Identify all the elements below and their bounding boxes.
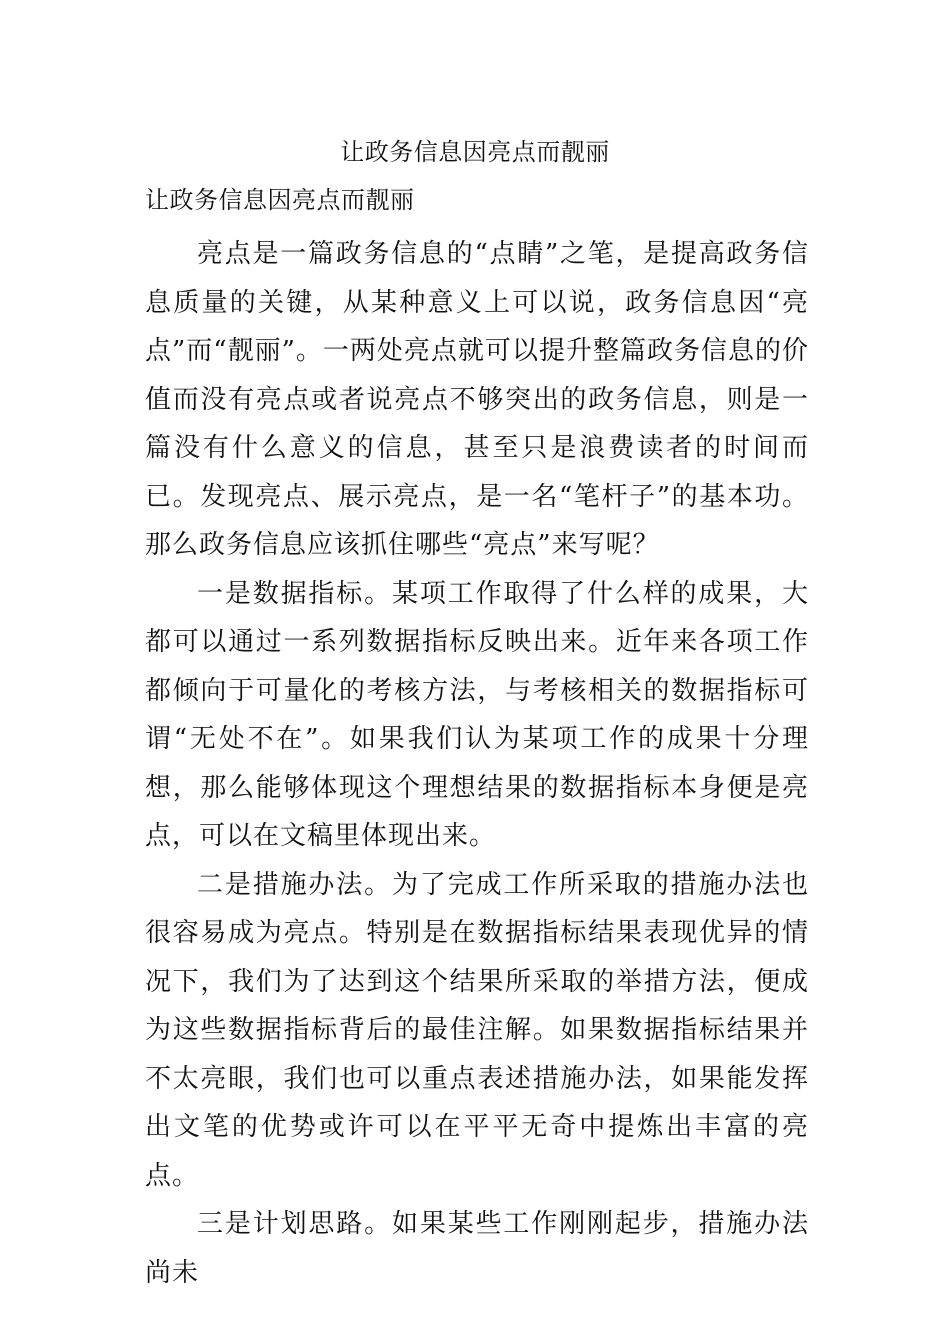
paragraph-measures: 二是措施办法。为了完成工作所采取的措施办法也很容易成为亮点。特别是在数据指标结果表现优异的情况下，我们为了达到这个结果所采取的举措方法，便成为这些数据指标背后的最佳注解。如果数据指标结果并不太亮眼，我们也可以重点表述措施办法，如果能发挥出文笔的优势或许可以在平平无奇中提炼出丰富的亮点。 xyxy=(145,869,809,1191)
document-subtitle: 让政务信息因亮点而靓丽 xyxy=(145,186,415,214)
paragraph-plans: 三是计划思路。如果某些工作刚刚起步，措施办法尚未 xyxy=(145,1209,809,1288)
paragraph-intro: 亮点是一篇政务信息的“点睛”之笔，是提高政务信息质量的关键，从某种意义上可以说，政务信息因“亮点”而“靓丽”。一两处亮点就可以提升整篇政务信息的价值而没有亮点或者说亮点不够突出的政务信息，则是一篇没有什么意义的信息，甚至只是浪费读者的时间而已。发现亮点、展示亮点，是一名“笔杆子”的基本功。那么政务信息应该抓住哪些“亮点”来写呢？ xyxy=(145,239,809,560)
paragraph-data-indicators: 一是数据指标。某项工作取得了什么样的成果，大都可以通过一系列数据指标反映出来。近年来各项工作都倾向于可量化的考核方法，与考核相关的数据指标可谓“无处不在”。如果我们认为某项工作的成果十分理想，那么能够体现这个理想结果的数据指标本身便是亮点，可以在文稿里体现出来。 xyxy=(145,578,809,851)
document-body xyxy=(145,230,809,1297)
document-title: 让政务信息因亮点而靓丽 xyxy=(340,138,610,166)
